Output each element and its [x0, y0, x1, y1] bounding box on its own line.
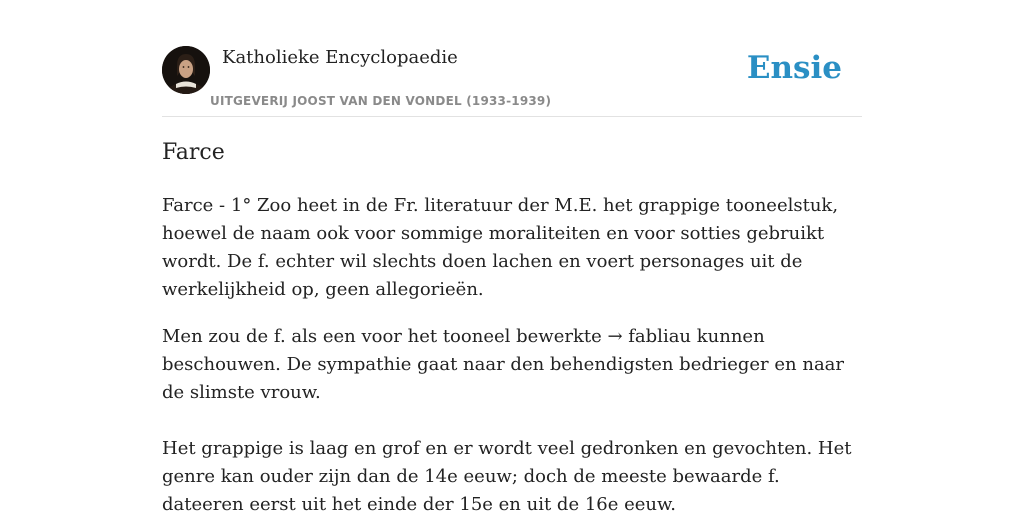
site-header	[162, 46, 862, 117]
article-paragraph: Farce - 1° Zoo heet in de Fr. literatuur der M.E. het grappige tooneelstuk, hoewel de naam ook voor sommige moraliteiten en voor sotties gebruikt wordt. De f. echter wil slechts doen lachen en voert personages uit de werkelijkheid op, geen allegorieën.	[162, 195, 839, 300]
portrait-avatar[interactable]	[162, 46, 210, 94]
site-title[interactable]: Katholieke Encyclopaedie	[222, 47, 458, 68]
article-paragraph: Het grappige is laag en grof en er wordt veel gedronken en gevochten. Het genre kan ouder zijn dan de 14e eeuw; doch de meeste bewaarde f. dateeren eerst uit het einde der 15e en uit de 16e eeuw.	[162, 438, 852, 515]
article-body	[162, 192, 862, 519]
brand-logo[interactable]: Ensie	[746, 50, 842, 86]
site-subtitle: UITGEVERIJ JOOST VAN DEN VONDEL (1933-1939)	[210, 94, 552, 108]
page-title: Farce	[162, 140, 225, 165]
article-paragraph: Men zou de f. als een voor het tooneel bewerkte → fabliau kunnen beschouwen. De sympathie gaat naar den behendigsten bedrieger en naar de slimste vrouw.	[162, 326, 845, 403]
portrait-icon	[162, 46, 210, 94]
